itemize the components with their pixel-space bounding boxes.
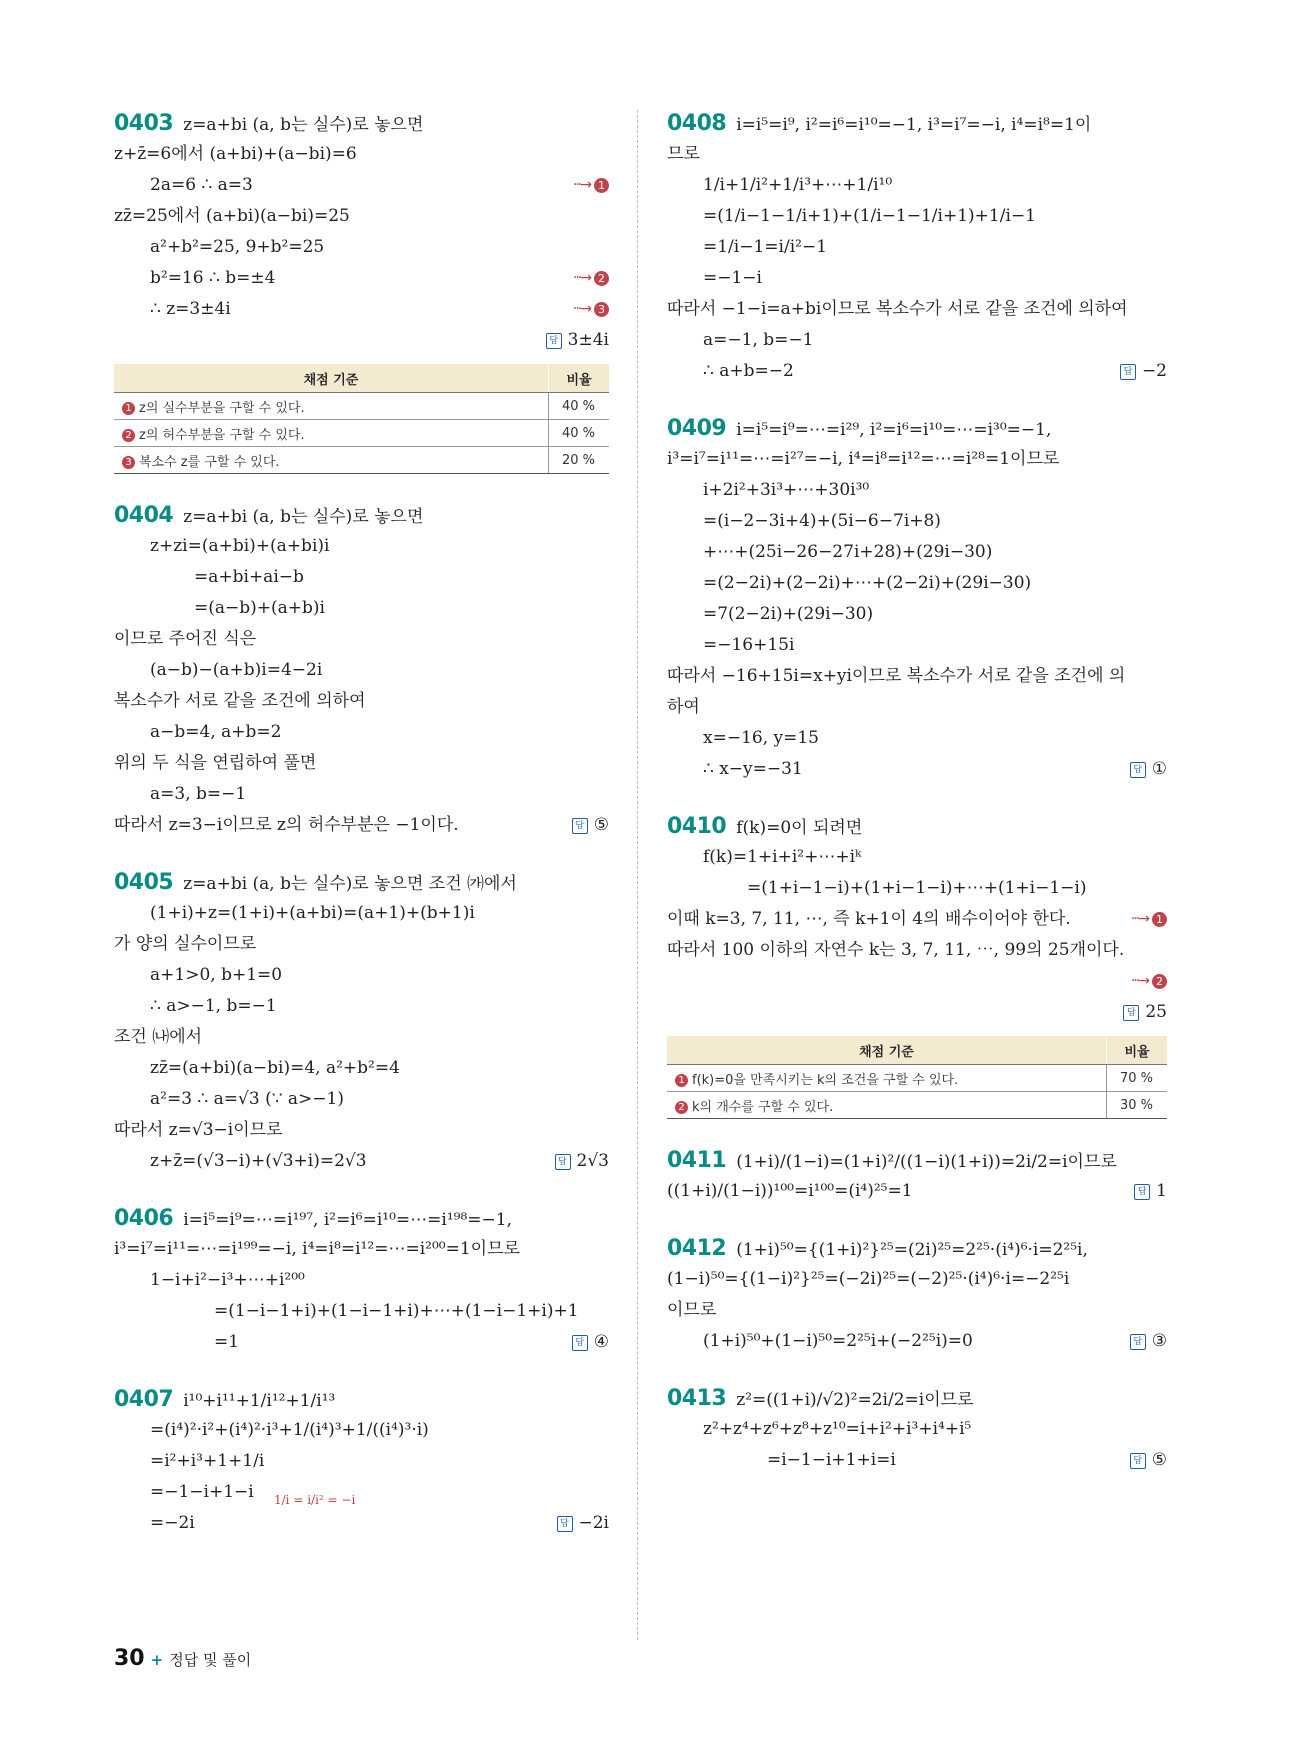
solution-line bbox=[667, 506, 1167, 537]
solution-text: =−2i bbox=[150, 1513, 195, 1533]
answer-value: ① bbox=[1151, 759, 1167, 779]
grading-row bbox=[667, 1092, 1167, 1119]
solution-line bbox=[114, 1384, 609, 1415]
solution-line bbox=[114, 325, 609, 356]
left-column bbox=[114, 108, 609, 1539]
solution-line bbox=[114, 531, 609, 562]
solution-line bbox=[114, 1446, 609, 1477]
solution-text: (1+i)⁵⁰={(1+i)²}²⁵=(2i)²⁵=2²⁵·(i⁴)⁶·i=2²⁵i, bbox=[736, 1240, 1088, 1260]
grading-header-rate: 비율 bbox=[1107, 1036, 1168, 1065]
solution-line bbox=[114, 1265, 609, 1296]
answer-box bbox=[555, 1146, 609, 1177]
solution-text: (1+i)+z=(1+i)+(a+bi)=(a+1)+(b+1)i bbox=[150, 903, 475, 923]
problem-number: 0406 bbox=[114, 1206, 174, 1231]
solution-line bbox=[667, 1295, 1167, 1326]
step-number: 2 bbox=[594, 271, 609, 286]
answer-box bbox=[572, 810, 609, 841]
solution-text: zz̄=(a+bi)(a−bi)=4, a²+b²=4 bbox=[150, 1058, 400, 1078]
answer-value: −2 bbox=[1141, 361, 1167, 381]
solution-text: z=a+bi (a, b는 실수)로 놓으면 조건 ㈎에서 bbox=[183, 874, 517, 894]
solution-text: 2a=6 ∴ a=3 bbox=[150, 175, 253, 195]
solution-text: (1+i)/(1−i)=(1+i)²/((1−i)(1+i))=2i/2=i이므로 bbox=[736, 1152, 1117, 1172]
problem-gap bbox=[114, 841, 609, 867]
step-marker bbox=[1131, 904, 1167, 935]
step-arrow-icon: ···→ bbox=[572, 177, 590, 193]
solution-line bbox=[667, 170, 1167, 201]
problem-0410 bbox=[667, 811, 1167, 1119]
solution-text: 따라서 z=3−i이므로 z의 허수부분은 −1이다. bbox=[114, 815, 459, 835]
solution-text: z=a+bi (a, b는 실수)로 놓으면 bbox=[183, 507, 424, 527]
solution-line bbox=[667, 811, 1167, 842]
solution-line bbox=[114, 108, 609, 139]
solution-text: 따라서 z=√3−i이므로 bbox=[114, 1120, 283, 1140]
grading-header-criteria: 채점 기준 bbox=[667, 1036, 1107, 1065]
solution-line bbox=[114, 294, 609, 325]
solution-text: 조건 ㈏에서 bbox=[114, 1027, 203, 1047]
answer-icon: 답 bbox=[1130, 1334, 1146, 1350]
solution-text: i+2i²+3i³+⋯+30i³⁰ bbox=[703, 480, 870, 500]
solution-line bbox=[667, 630, 1167, 661]
solution-text: a=3, b=−1 bbox=[150, 784, 247, 804]
problem-gap bbox=[667, 1357, 1167, 1383]
grading-rate-cell: 70 % bbox=[1107, 1065, 1168, 1092]
solution-line bbox=[667, 1414, 1167, 1445]
answer-box bbox=[1123, 997, 1167, 1028]
answer-icon: 답 bbox=[1134, 1184, 1150, 1200]
answer-icon: 답 bbox=[572, 1335, 588, 1351]
grading-criteria-cell bbox=[114, 420, 549, 447]
solution-text: =1 bbox=[214, 1332, 240, 1352]
solution-text: =(a−b)+(a+b)i bbox=[194, 598, 325, 618]
solution-text: ∴ x−y=−31 bbox=[703, 759, 803, 779]
solution-line bbox=[667, 966, 1167, 997]
solution-text: i¹⁰+i¹¹+1/i¹²+1/i¹³ bbox=[183, 1391, 336, 1411]
problem-number: 0404 bbox=[114, 503, 174, 528]
problem-number: 0411 bbox=[667, 1148, 727, 1173]
answer-icon: 답 bbox=[1130, 1453, 1146, 1469]
solution-line bbox=[114, 232, 609, 263]
problem-number: 0413 bbox=[667, 1386, 727, 1411]
answer-box bbox=[572, 1327, 609, 1358]
solution-line bbox=[114, 748, 609, 779]
margin-note: 1/i = i/i² = −i bbox=[274, 1493, 356, 1507]
solution-text: 이때 k=3, 7, 11, ⋯, 즉 k+1이 4의 배수이어야 한다. bbox=[667, 909, 1071, 929]
solution-text: =(i⁴)²·i²+(i⁴)²·i³+1/(i⁴)³+1/((i⁴)³·i) bbox=[150, 1420, 429, 1440]
grading-header-row bbox=[667, 1036, 1167, 1065]
answer-icon: 답 bbox=[1123, 1005, 1139, 1021]
problem-gap bbox=[114, 1177, 609, 1203]
solution-text: =(1+i−1−i)+(1+i−1−i)+⋯+(1+i−1−i) bbox=[747, 878, 1087, 898]
solution-text: =(i−2−3i+4)+(5i−6−7i+8) bbox=[703, 511, 941, 531]
answer-value: ③ bbox=[1151, 1331, 1167, 1351]
answer-value: ⑤ bbox=[593, 815, 609, 835]
problem-0404 bbox=[114, 500, 609, 841]
grading-row bbox=[114, 420, 609, 447]
problem-number: 0407 bbox=[114, 1387, 174, 1412]
grading-step-number: 2 bbox=[122, 429, 135, 442]
solution-line bbox=[114, 624, 609, 655]
solution-text: 따라서 −16+15i=x+yi이므로 복소수가 서로 같을 조건에 의 bbox=[667, 666, 1126, 686]
problem-gap bbox=[667, 785, 1167, 811]
problem-gap bbox=[114, 474, 609, 500]
answer-icon: 답 bbox=[1130, 762, 1146, 778]
solution-text: =(2−2i)+(2−2i)+⋯+(2−2i)+(29i−30) bbox=[703, 573, 1032, 593]
solution-line bbox=[114, 1084, 609, 1115]
answer-value: 3±4i bbox=[567, 330, 609, 350]
solution-line bbox=[114, 1053, 609, 1084]
answer-value: 2√3 bbox=[576, 1151, 609, 1171]
solution-text: i=i⁵=i⁹=⋯=i¹⁹⁷, i²=i⁶=i¹⁰=⋯=i¹⁹⁸=−1, bbox=[183, 1210, 512, 1230]
solution-line bbox=[114, 562, 609, 593]
step-arrow-icon: ···→ bbox=[572, 270, 590, 286]
problem-0407 bbox=[114, 1384, 609, 1539]
solution-text: =−1−i bbox=[703, 268, 762, 288]
solution-line bbox=[667, 842, 1167, 873]
solution-text: =(1−i−1+i)+(1−i−1+i)+⋯+(1−i−1+i)+1 bbox=[214, 1301, 579, 1321]
page-footer bbox=[114, 1646, 251, 1671]
solution-line bbox=[667, 1233, 1167, 1264]
problem-0403 bbox=[114, 108, 609, 474]
solution-text: ∴ a>−1, b=−1 bbox=[150, 996, 277, 1016]
solution-text: ∴ z=3±4i bbox=[150, 299, 231, 319]
solution-text: z²=((1+i)/√2)²=2i/2=i이므로 bbox=[736, 1390, 974, 1410]
answer-box bbox=[1130, 754, 1167, 785]
solution-line bbox=[667, 1145, 1167, 1176]
step-arrow-icon: ···→ bbox=[1130, 911, 1148, 927]
grading-table bbox=[114, 364, 609, 474]
solution-text: zz̄=25에서 (a+bi)(a−bi)=25 bbox=[114, 206, 350, 226]
solution-line bbox=[667, 325, 1167, 356]
solution-line bbox=[114, 686, 609, 717]
solution-line bbox=[667, 599, 1167, 630]
answer-icon: 답 bbox=[1120, 364, 1136, 380]
answer-value: −2i bbox=[578, 1513, 609, 1533]
solution-text: 1/i+1/i²+1/i³+⋯+1/i¹⁰ bbox=[703, 175, 893, 195]
problem-0409 bbox=[667, 413, 1167, 785]
solution-line bbox=[114, 991, 609, 1022]
step-number: 1 bbox=[1152, 912, 1167, 927]
grading-table bbox=[667, 1036, 1167, 1119]
solution-line bbox=[114, 1203, 609, 1234]
solution-line bbox=[114, 139, 609, 170]
answer-icon: 답 bbox=[546, 333, 562, 349]
solution-line bbox=[667, 294, 1167, 325]
solution-text: a²+b²=25, 9+b²=25 bbox=[150, 237, 325, 257]
problem-gap bbox=[114, 1358, 609, 1384]
solution-text: =−1−i+1−i bbox=[150, 1482, 254, 1502]
grading-step-number: 3 bbox=[122, 456, 135, 469]
solution-text: a²=3 ∴ a=√3 (∵ a>−1) bbox=[150, 1089, 344, 1109]
grading-criteria-cell bbox=[667, 1065, 1107, 1092]
solution-line bbox=[114, 779, 609, 810]
grading-header-rate: 비율 bbox=[549, 364, 610, 393]
step-marker bbox=[1131, 966, 1167, 997]
grading-header-row bbox=[114, 364, 609, 393]
solution-line bbox=[114, 1296, 609, 1327]
solution-text: 따라서 −1−i=a+bi이므로 복소수가 서로 같을 조건에 의하여 bbox=[667, 299, 1128, 319]
grading-rate-cell: 40 % bbox=[549, 393, 610, 420]
problem-number: 0409 bbox=[667, 416, 727, 441]
solution-text: i=i⁵=i⁹, i²=i⁶=i¹⁰=−1, i³=i⁷=−i, i⁴=i⁸=1이 bbox=[736, 115, 1092, 135]
solution-line bbox=[667, 475, 1167, 506]
problem-0405 bbox=[114, 867, 609, 1177]
solution-text: i³=i⁷=i¹¹=⋯=i²⁷=−i, i⁴=i⁸=i¹²=⋯=i²⁸=1이므로 bbox=[667, 449, 1060, 469]
grading-step-number: 2 bbox=[675, 1101, 688, 1114]
solution-text: 1−i+i²−i³+⋯+i²⁰⁰ bbox=[150, 1270, 305, 1290]
solution-text: z+zi=(a+bi)+(a+bi)i bbox=[150, 536, 330, 556]
solution-line bbox=[667, 1264, 1167, 1295]
solution-text: a=−1, b=−1 bbox=[703, 330, 814, 350]
solution-line bbox=[667, 692, 1167, 723]
grading-rate-cell: 30 % bbox=[1107, 1092, 1168, 1119]
solution-line bbox=[667, 232, 1167, 263]
solution-line bbox=[667, 263, 1167, 294]
solution-line bbox=[667, 1445, 1167, 1476]
solution-text: 이므로 주어진 식은 bbox=[114, 629, 257, 649]
solution-line bbox=[667, 754, 1167, 785]
solution-line bbox=[114, 500, 609, 531]
step-arrow-icon: ···→ bbox=[572, 301, 590, 317]
solution-line bbox=[667, 723, 1167, 754]
solution-line bbox=[667, 201, 1167, 232]
solution-line bbox=[114, 810, 609, 841]
solution-text: 하여 bbox=[667, 697, 700, 717]
solution-line bbox=[114, 717, 609, 748]
answer-box bbox=[1134, 1176, 1167, 1207]
grading-criteria-text: 복소수 z를 구할 수 있다. bbox=[139, 454, 280, 470]
answer-box bbox=[1130, 1445, 1167, 1476]
step-number: 1 bbox=[594, 178, 609, 193]
column-divider bbox=[637, 110, 638, 1640]
solution-text: =7(2−2i)+(29i−30) bbox=[703, 604, 874, 624]
answer-value: ⑤ bbox=[1151, 1450, 1167, 1470]
solution-line bbox=[114, 1477, 609, 1508]
solution-text: f(k)=1+i+i²+⋯+iᵏ bbox=[703, 847, 862, 867]
grading-criteria-cell bbox=[114, 447, 549, 474]
problem-0406 bbox=[114, 1203, 609, 1358]
step-number: 3 bbox=[594, 302, 609, 317]
answer-icon: 답 bbox=[555, 1154, 571, 1170]
problem-number: 0405 bbox=[114, 870, 174, 895]
problem-0412 bbox=[667, 1233, 1167, 1357]
grading-rate-cell: 40 % bbox=[549, 420, 610, 447]
page-number: 30 bbox=[114, 1646, 145, 1671]
answer-value: 1 bbox=[1156, 1181, 1167, 1201]
answer-box bbox=[557, 1508, 610, 1539]
solution-text: =i−1−i+1+i=i bbox=[767, 1450, 896, 1470]
solution-line bbox=[667, 1383, 1167, 1414]
solution-line bbox=[114, 960, 609, 991]
answer-box bbox=[546, 325, 609, 356]
solution-text: 가 양의 실수이므로 bbox=[114, 934, 257, 954]
solution-line bbox=[114, 1327, 609, 1358]
problem-0408 bbox=[667, 108, 1167, 387]
solution-line bbox=[667, 904, 1167, 935]
footer-plus: + bbox=[150, 1651, 164, 1669]
solution-line bbox=[667, 1176, 1167, 1207]
solution-text: a+1>0, b+1=0 bbox=[150, 965, 283, 985]
grading-criteria-text: k의 개수를 구할 수 있다. bbox=[692, 1099, 834, 1115]
solution-line bbox=[114, 655, 609, 686]
solution-line bbox=[114, 1115, 609, 1146]
solution-text: x=−16, y=15 bbox=[703, 728, 819, 748]
problem-number: 0412 bbox=[667, 1236, 727, 1261]
solution-line bbox=[114, 1022, 609, 1053]
solution-text: +⋯+(25i−26−27i+28)+(29i−30) bbox=[703, 542, 993, 562]
solution-line bbox=[667, 568, 1167, 599]
solution-line bbox=[667, 139, 1167, 170]
solution-line bbox=[667, 356, 1167, 387]
solution-line bbox=[114, 593, 609, 624]
solution-line bbox=[114, 1146, 609, 1177]
solution-text: (a−b)−(a+b)i=4−2i bbox=[150, 660, 323, 680]
solution-text: i³=i⁷=i¹¹=⋯=i¹⁹⁹=−i, i⁴=i⁸=i¹²=⋯=i²⁰⁰=1이므로 bbox=[114, 1239, 520, 1259]
solution-text: (1+i)⁵⁰+(1−i)⁵⁰=2²⁵i+(−2²⁵i)=0 bbox=[703, 1331, 973, 1351]
solution-line bbox=[667, 661, 1167, 692]
solution-text: z²+z⁴+z⁶+z⁸+z¹⁰=i+i²+i³+i⁴+i⁵ bbox=[703, 1419, 972, 1439]
solution-text: 따라서 100 이하의 자연수 k는 3, 7, 11, ⋯, 99의 25개이다. bbox=[667, 940, 1125, 960]
answer-value: 25 bbox=[1145, 1002, 1167, 1022]
solution-text: =i²+i³+1+1/i bbox=[150, 1451, 265, 1471]
solution-line bbox=[667, 1326, 1167, 1357]
solution-text: z+z̄=6에서 (a+bi)+(a−bi)=6 bbox=[114, 144, 357, 164]
problem-0411 bbox=[667, 1145, 1167, 1207]
solution-text: i=i⁵=i⁹=⋯=i²⁹, i²=i⁶=i¹⁰=⋯=i³⁰=−1, bbox=[736, 420, 1052, 440]
problem-gap bbox=[667, 387, 1167, 413]
problem-gap bbox=[667, 1119, 1167, 1145]
solution-text: a−b=4, a+b=2 bbox=[150, 722, 282, 742]
problem-number: 0408 bbox=[667, 111, 727, 136]
problem-number: 0410 bbox=[667, 814, 727, 839]
grading-row bbox=[667, 1065, 1167, 1092]
solution-text: =1/i−1=i/i²−1 bbox=[703, 237, 828, 257]
problem-0413 bbox=[667, 1383, 1167, 1476]
solution-line bbox=[114, 1234, 609, 1265]
solution-line bbox=[114, 201, 609, 232]
answer-icon: 답 bbox=[557, 1516, 573, 1532]
grading-header-criteria: 채점 기준 bbox=[114, 364, 549, 393]
solution-line bbox=[667, 873, 1167, 904]
solution-text: =(1/i−1−1/i+1)+(1/i−1−1/i+1)+1/i−1 bbox=[703, 206, 1036, 226]
grading-step-number: 1 bbox=[675, 1074, 688, 1087]
answer-icon: 답 bbox=[572, 818, 588, 834]
grading-criteria-text: f(k)=0을 만족시키는 k의 조건을 구할 수 있다. bbox=[692, 1072, 959, 1088]
problem-gap bbox=[667, 1207, 1167, 1233]
solution-line bbox=[667, 413, 1167, 444]
solution-text: z+z̄=(√3−i)+(√3+i)=2√3 bbox=[150, 1151, 367, 1171]
problem-number: 0403 bbox=[114, 111, 174, 136]
solution-text: =a+bi+ai−b bbox=[194, 567, 304, 587]
step-marker bbox=[573, 263, 609, 294]
solution-text: (1−i)⁵⁰={(1−i)²}²⁵=(−2i)²⁵=(−2)²⁵·(i⁴)⁶·i=−2²⁵i bbox=[667, 1269, 1070, 1289]
solution-text: 므로 bbox=[667, 144, 700, 164]
solution-line bbox=[667, 444, 1167, 475]
step-marker bbox=[573, 170, 609, 201]
grading-criteria-cell bbox=[114, 393, 549, 420]
footer-label: 정답 및 풀이 bbox=[169, 1651, 252, 1669]
grading-criteria-cell bbox=[667, 1092, 1107, 1119]
step-number: 2 bbox=[1152, 974, 1167, 989]
grading-criteria-text: z의 실수부분을 구할 수 있다. bbox=[139, 400, 305, 416]
step-arrow-icon: ···→ bbox=[1130, 973, 1148, 989]
grading-rate-cell: 20 % bbox=[549, 447, 610, 474]
solution-text: f(k)=0이 되려면 bbox=[736, 818, 863, 838]
solution-text: 복소수가 서로 같을 조건에 의하여 bbox=[114, 691, 366, 711]
solution-line bbox=[114, 1415, 609, 1446]
solution-line bbox=[667, 537, 1167, 568]
solution-line bbox=[114, 1508, 609, 1539]
answer-box bbox=[1130, 1326, 1167, 1357]
solution-text: b²=16 ∴ b=±4 bbox=[150, 268, 276, 288]
solution-line bbox=[114, 867, 609, 898]
solution-text: 이므로 bbox=[667, 1300, 717, 1320]
grading-criteria-text: z의 허수부분을 구할 수 있다. bbox=[139, 427, 305, 443]
grading-row bbox=[114, 393, 609, 420]
solution-text: ((1+i)/(1−i))¹⁰⁰=i¹⁰⁰=(i⁴)²⁵=1 bbox=[667, 1181, 913, 1201]
answer-value: ④ bbox=[593, 1332, 609, 1352]
right-column bbox=[667, 108, 1167, 1476]
solution-line bbox=[114, 898, 609, 929]
solution-line bbox=[667, 108, 1167, 139]
grading-step-number: 1 bbox=[122, 402, 135, 415]
solution-text: z=a+bi (a, b는 실수)로 놓으면 bbox=[183, 115, 424, 135]
solution-line bbox=[667, 935, 1167, 966]
solution-text: 위의 두 식을 연립하여 풀면 bbox=[114, 753, 317, 773]
solution-line bbox=[114, 263, 609, 294]
answer-box bbox=[1120, 356, 1167, 387]
solution-line bbox=[667, 997, 1167, 1028]
solution-line bbox=[114, 170, 609, 201]
grading-row bbox=[114, 447, 609, 474]
solution-text: =−16+15i bbox=[703, 635, 795, 655]
solution-line bbox=[114, 929, 609, 960]
step-marker bbox=[573, 294, 609, 325]
solution-text: ∴ a+b=−2 bbox=[703, 361, 794, 381]
